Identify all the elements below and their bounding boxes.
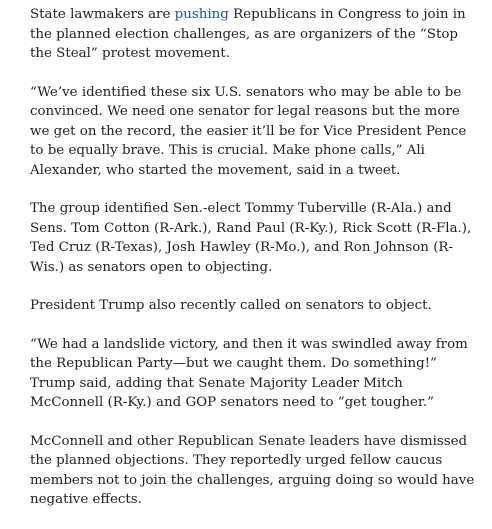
- pushing-link[interactable]: pushing: [174, 7, 229, 22]
- article-paragraph-5: “We had a landslide victory, and then it was swindled away from the Republican Party—but we caught them. Do something!” Trump said, adding that Senate Majority Leader Mitch McConnell (R-Ky.) and GOP senators need to “get tougher.”: [30, 336, 468, 410]
- article-paragraph-6: McConnell and other Republican Senate leaders have dismissed the planned objections. They reportedly urged fellow caucus members not to join the challenges, arguing doing so would have negative effects.: [30, 433, 475, 507]
- paragraph-1-text-end: Republicans in Congress to join in the planned election challenges, as are organizers of the “Stop the Steal” protest movement.: [30, 7, 466, 61]
- article-paragraph-2: “We’ve identified these six U.S. senators who may be able to be convinced. We need one senator for legal reasons but the more we get on the record, the easier it’ll be for Vice President Pence to be equally brave. This is crucial. Make phone calls,” Ali Alexander, who started the movement, said in a tweet.: [30, 84, 467, 178]
- paragraph-1-text-start: State lawmakers are: [30, 7, 175, 22]
- article-body: [30, 5, 480, 529]
- article-paragraph-1: [30, 5, 480, 64]
- article-paragraph-3: The group identified Sen.-elect Tommy Tuberville (R-Ala.) and Sens. Tom Cotton (R-Ark.), Rand Paul (R-Ky.), Rick Scott (R-Fla.), Ted Cruz (R-Texas), Josh Hawley (R-Mo.), and Ron Johnson (R-Wis.) as senators open to objecting.: [30, 201, 472, 275]
- article-paragraph-4: President Trump also recently called on senators to object.: [30, 298, 432, 313]
